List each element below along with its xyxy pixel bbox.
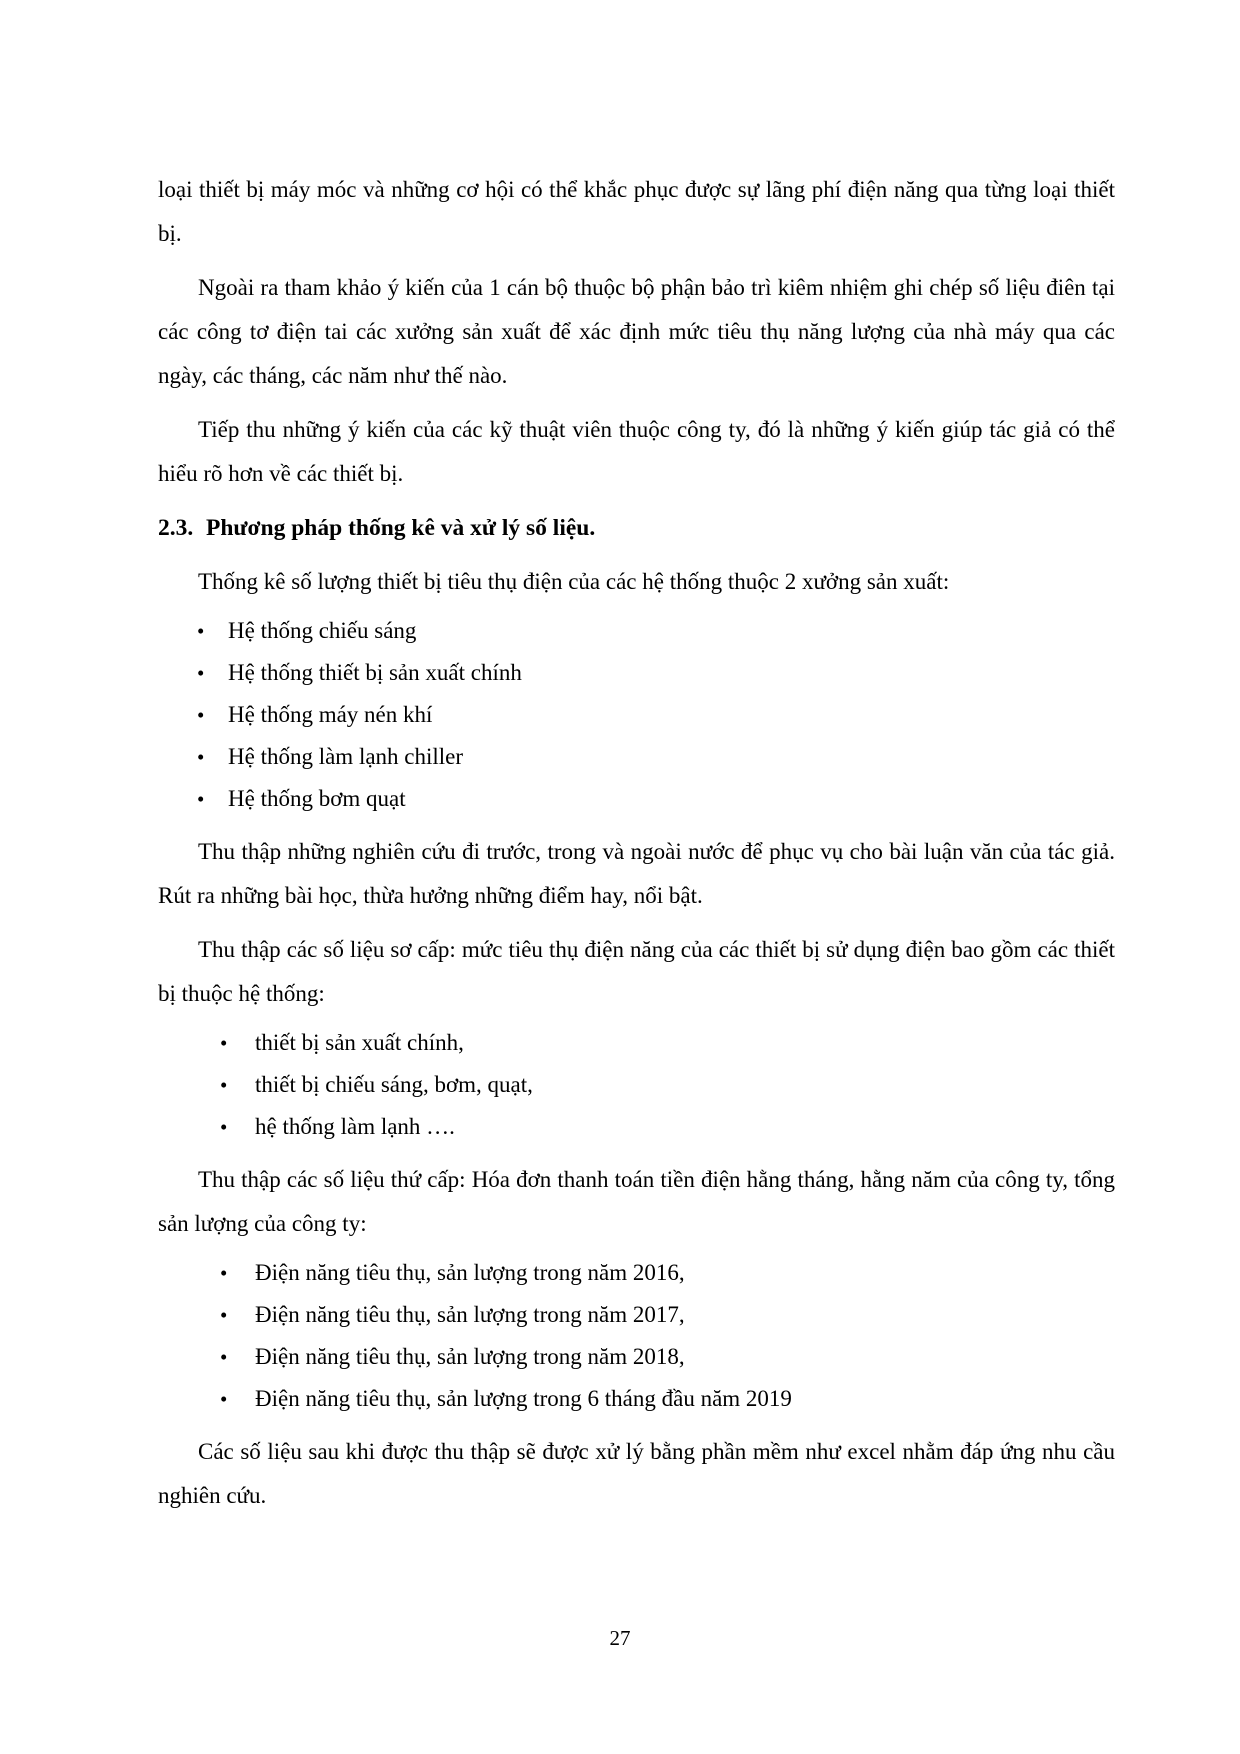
paragraph-primary-data: Thu thập các số liệu sơ cấp: mức tiêu thụ điện năng của các thiết bị sử dụng điện bao gồm các thiết bị thuộc hệ thống: [158,937,1115,1006]
list-item [158,736,1115,778]
paragraph-secondary-data: Thu thập các số liệu thứ cấp: Hóa đơn thanh toán tiền điện hằng tháng, hằng năm của công ty, tổng sản lượng của công ty: [158,1167,1115,1236]
paragraph-prior-research: Thu thập những nghiên cứu đi trước, trong và ngoài nước để phục vụ cho bài luận văn của tác giả. Rút ra những bài học, thừa hưởng những điểm hay, nổi bật. [158,839,1115,908]
section-heading-2-3 [158,506,1115,550]
list-item-label: Điện năng tiêu thụ, sản lượng trong năm 2016, [255,1260,685,1285]
list-item-label: Hệ thống làm lạnh chiller [228,744,464,769]
list-item-label: thiết bị sản xuất chính, [255,1030,464,1055]
list-item [158,1252,1115,1294]
list-item [158,1022,1115,1064]
list-item [158,778,1115,820]
paragraph-consult-expert: Ngoài ra tham khảo ý kiến của 1 cán bộ thuộc bộ phận bảo trì kiêm nhiệm ghi chép số liệu điên tại các công tơ điện tai các xưởng sản xuất để xác định mức tiêu thụ năng lượng của nhà máy qua các ngày, các tháng, các năm như thế nào. [158,275,1115,388]
bullet-icon: • [220,1387,228,1411]
bullet-icon: • [197,787,205,811]
list-item [158,1064,1115,1106]
list-item [158,1294,1115,1336]
bullet-icon: • [197,661,205,685]
page-number: 27 [609,1626,631,1650]
list-item-label: Điện năng tiêu thụ, sản lượng trong 6 tháng đầu năm 2019 [255,1386,792,1411]
bullet-icon: • [197,745,205,769]
bullet-list-secondary-data [158,1252,1115,1420]
bullet-icon: • [220,1261,228,1285]
list-item-label: Hệ thống chiếu sáng [228,618,417,643]
paragraph-continuation: loại thiết bị máy móc và những cơ hội có thể khắc phục được sự lãng phí điện năng qua từng loại thiết bị. [158,177,1115,246]
bullet-icon: • [220,1031,228,1055]
list-item [158,1106,1115,1148]
bullet-icon: • [220,1073,228,1097]
bullet-icon: • [197,619,205,643]
paragraph-data-processing: Các số liệu sau khi được thu thập sẽ được xử lý bằng phần mềm như excel nhằm đáp ứng nhu cầu nghiên cứu. [158,1439,1115,1508]
bullet-list-systems [158,610,1115,820]
bullet-icon: • [220,1345,228,1369]
list-item [158,610,1115,652]
section-title: Phương pháp thống kê và xử lý số liệu. [206,515,596,541]
list-item-label: Điện năng tiêu thụ, sản lượng trong năm 2017, [255,1302,685,1327]
bullet-icon: • [220,1303,228,1327]
paragraph-statistics-intro: Thống kê số lượng thiết bị tiêu thụ điện của các hệ thống thuộc 2 xưởng sản xuất: [198,569,950,594]
list-item-label: Điện năng tiêu thụ, sản lượng trong năm 2018, [255,1344,685,1369]
section-number: 2.3. [158,515,194,541]
list-item [158,694,1115,736]
list-item-label: thiết bị chiếu sáng, bơm, quạt, [255,1072,533,1097]
list-item-label: Hệ thống máy nén khí [228,702,433,727]
list-item [158,1378,1115,1420]
list-item-label: Hệ thống bơm quạt [228,786,406,811]
bullet-icon: • [220,1115,228,1139]
bullet-list-primary-data [158,1022,1115,1148]
list-item [158,652,1115,694]
document-body [158,168,1115,1518]
list-item-label: Hệ thống thiết bị sản xuất chính [228,660,522,685]
list-item [158,1336,1115,1378]
bullet-icon: • [197,703,205,727]
list-item-label: hệ thống làm lạnh …. [255,1114,455,1139]
paragraph-technician-feedback: Tiếp thu những ý kiến của các kỹ thuật viên thuộc công ty, đó là những ý kiến giúp tác giả có thể hiểu rõ hơn về các thiết bị. [158,417,1115,486]
